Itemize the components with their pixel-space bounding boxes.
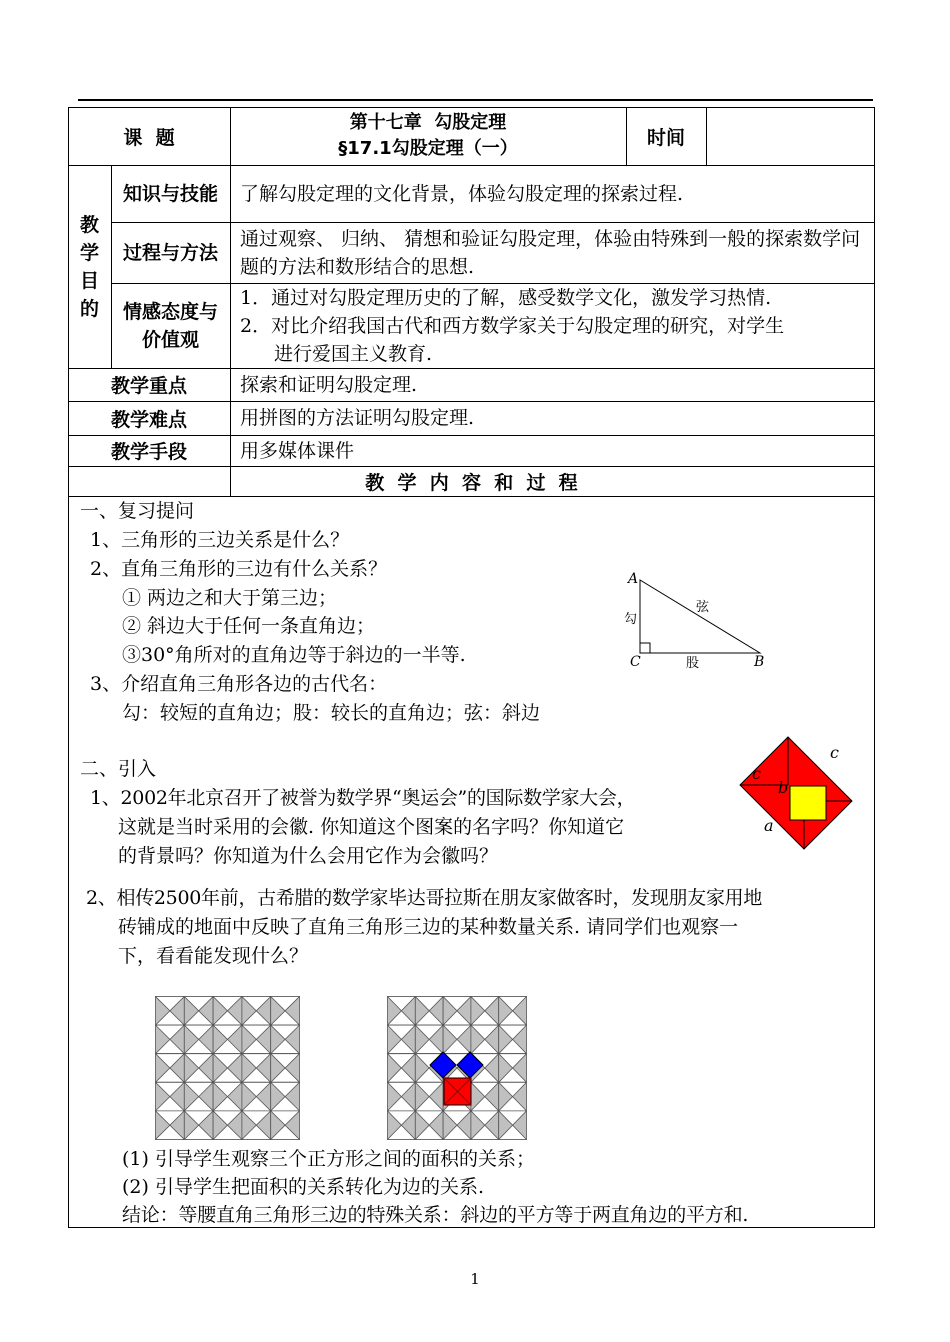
time-value — [706, 107, 875, 165]
objective-text-attitude — [240, 284, 870, 368]
floor-tiles-squares-diagram — [387, 996, 527, 1140]
paragraph-2-line-2: 砖铺成的地面中反映了直角三角形三边的某种数量关系. 请同学们也观察一 — [118, 916, 739, 938]
page-number: 1 — [470, 1270, 480, 1288]
objective-label-knowledge: 知识与技能 — [122, 182, 218, 205]
difficulty-text: 用拼图的方法证明勾股定理. — [240, 407, 475, 429]
floor-tiles-diagram — [155, 996, 300, 1140]
chapter-title: 第十七章 勾股定理 — [349, 112, 507, 133]
key-point-text: 探索和证明勾股定理. — [240, 373, 418, 396]
question-1: 1、三角形的三边关系是什么？ — [90, 529, 350, 551]
conclusion: 结论：等腰直角三角形三边的特殊关系：斜边的平方等于两直角边的平方和. — [122, 1204, 749, 1226]
answer-2: ② 斜边大于任何一条直角边； — [122, 615, 376, 637]
key-point-label: 教学重点 — [110, 375, 187, 397]
header-rule — [78, 99, 873, 101]
gu-label: 股 — [686, 656, 700, 671]
paragraph-2-line-3: 下，看看能发现什么？ — [118, 945, 309, 967]
gou-label: 勾 — [624, 612, 638, 627]
guide-2: (2) 引导学生把面积的关系转化为边的关系. — [122, 1176, 484, 1198]
attitude-item-1: 1．通过对勾股定理历史的了解，感受数学文化，激发学习热情. — [240, 287, 772, 309]
vertex-B: B — [754, 654, 765, 670]
topic-label: 课 题 — [123, 126, 175, 149]
congress-emblem-diagram — [738, 735, 856, 853]
objectives-group-label: 教学目的 — [79, 213, 99, 320]
right-triangle-diagram — [620, 565, 775, 675]
difficulty-label: 教学难点 — [110, 408, 187, 431]
intro-heading: 二、引入 — [80, 758, 157, 780]
xian-label: 弦 — [696, 600, 710, 615]
attitude-item-2-cont: 进行爱国主义教育. — [274, 343, 433, 365]
objective-label-process: 过程与方法 — [122, 241, 218, 264]
emblem-label-b: b — [778, 778, 789, 797]
answer-1: ① 两边之和大于第三边； — [122, 587, 338, 609]
objective-label-attitude: 情感态度与价值观 — [122, 300, 218, 351]
attitude-item-2: 2．对比介绍我国古代和西方数学家关于勾股定理的研究，对学生 — [240, 315, 785, 337]
ancient-names: 勾：较短的直角边；股：较长的直角边；弦：斜边 — [122, 702, 541, 724]
paragraph-1-line-3: 的背景吗？你知道为什么会用它作为会徽吗？ — [118, 845, 499, 867]
emblem-label-c-top: c — [830, 743, 839, 762]
emblem-label-a: a — [764, 816, 774, 835]
time-label: 时间 — [646, 126, 685, 149]
section-title: §17.1勾股定理（一） — [338, 138, 518, 159]
guide-1: (1) 引导学生观察三个正方形之间的面积的关系； — [122, 1148, 535, 1170]
vertex-A: A — [628, 571, 639, 587]
question-3: 3、介绍直角三角形各边的古代名： — [90, 673, 388, 695]
means-label: 教学手段 — [110, 441, 187, 463]
objective-text-process: 通过观察、 归纳、 猜想和验证勾股定理，体验由特殊到一般的探索数学问题的方法和数形结合的思想. — [240, 227, 861, 278]
paragraph-1-line-2: 这就是当时采用的会徽. 你知道这个图案的名字吗？你知道它 — [118, 816, 625, 838]
lesson-title — [230, 107, 626, 165]
question-2: 2、直角三角形的三边有什么关系？ — [90, 558, 388, 580]
vertex-C: C — [630, 654, 641, 670]
content-section-title: 教 学 内 容 和 过 程 — [365, 471, 578, 494]
paragraph-1-line-1: 1、2002年北京召开了被誉为数学界“奥运会”的国际数学家大会， — [90, 787, 636, 809]
paragraph-2-line-1: 2、相传2500年前，古希腊的数学家毕达哥拉斯在朋友家做客时，发现朋友家用地 — [86, 887, 763, 909]
objective-text-knowledge: 了解勾股定理的文化背景，体验勾股定理的探索过程. — [240, 182, 684, 205]
means-text: 用多媒体课件 — [240, 439, 355, 462]
emblem-label-c-left: c — [752, 764, 761, 783]
answer-3: ③30°角所对的直角边等于斜边的一半等. — [122, 644, 466, 666]
review-heading: 一、复习提问 — [80, 500, 195, 522]
